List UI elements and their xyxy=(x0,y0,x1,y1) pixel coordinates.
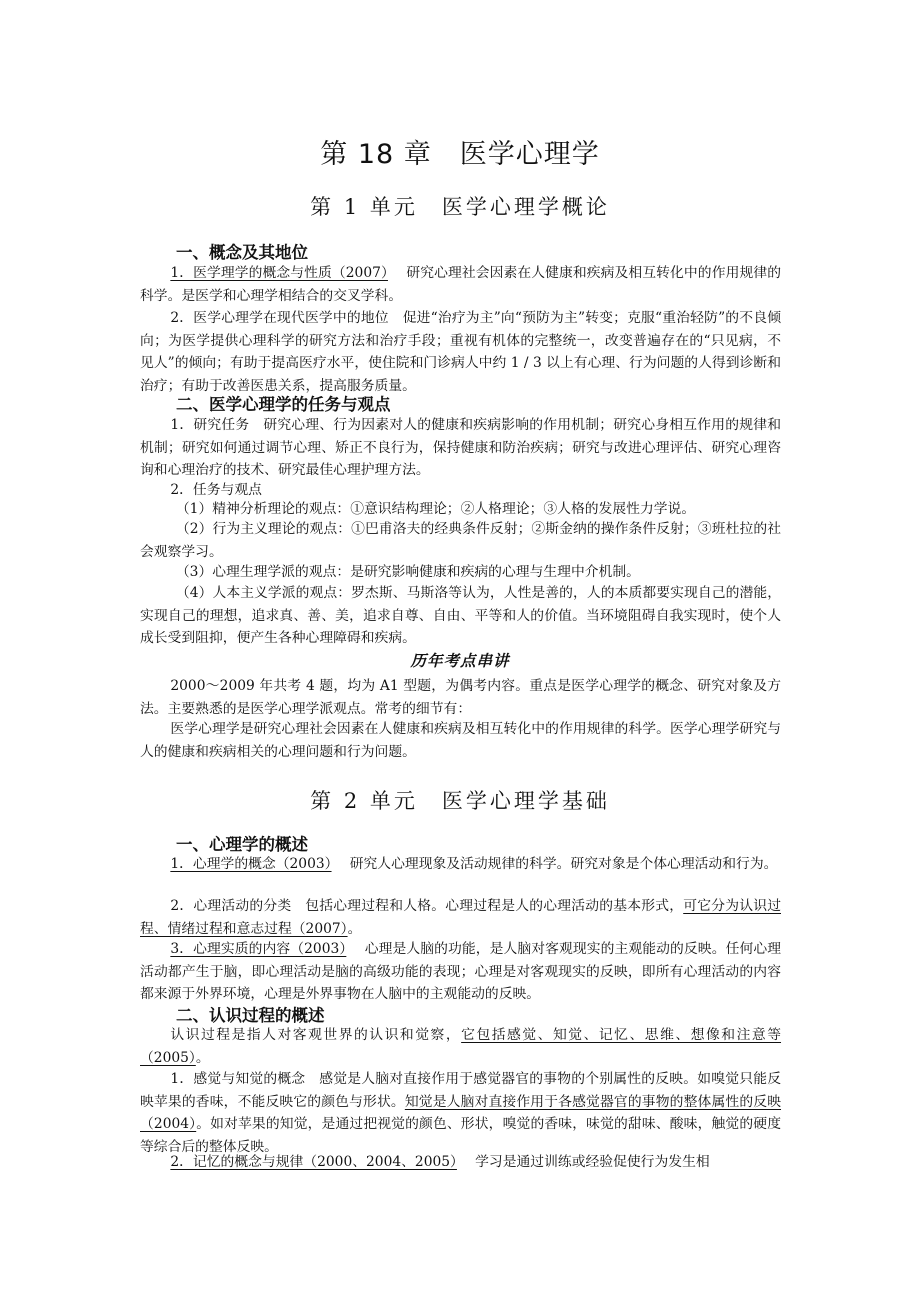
paragraph-text: 1．感觉与知觉的概念 感觉是人脑对直接作用于感觉器官的事物的个别属性的反映。如嗅觉只能反映苹果的香味，不能反映它的颜色与形状。 xyxy=(140,1071,781,1110)
exam-point-mark: 可它分为认识过程、情绪过程和意志过程（2007） xyxy=(140,898,781,937)
exam-point-mark: 2．记忆的概念与规律（2000、2004、2005） xyxy=(170,1154,457,1170)
exam-point-mark: 它包括感觉、知觉、记忆、思维、想像和注意等（2005） xyxy=(140,1027,782,1066)
paragraph-cognition xyxy=(140,1024,781,1069)
paragraph-text: 学习是通过训练或经验促使行为发生相 xyxy=(475,1154,710,1170)
unit-2-section-2-heading: 二、认识过程的概述 xyxy=(176,1006,325,1025)
paragraph-review-detail: 医学心理学是研究心理社会因素在人健康和疾病及相互转化中的作用规律的科学。医学心理学研究与人的健康和疾病相关的心理问题和行为问题。 xyxy=(140,721,781,760)
paragraph-memory xyxy=(140,1151,781,1174)
paragraph-end: 。 xyxy=(195,1049,210,1066)
unit-1-section-2-heading: 二、医学心理学的任务与观点 xyxy=(176,395,391,414)
unit-1-title: 第 1 单元 医学心理学概论 xyxy=(310,195,610,219)
paragraph-psychology-concept xyxy=(140,853,781,876)
paragraph-status: 2．医学心理学在现代医学中的地位 促进“治疗为主”向“预防为主”转变；克服“重治轻防”的不良倾向；为医学提供心理科学的研究方法和治疗手段；重视有机体的完整统一，改变普遍存在的“只见病，不见人”的倾向；有助于提高医疗水平，使住院和门诊病人中约 1 / 3 以上有心理、行为问题的人得到诊断和治疗；有助于改善医患关系，提高服务质量。 xyxy=(140,310,781,394)
unit-2-section-1-heading: 一、心理学的概述 xyxy=(176,835,308,854)
paragraph-view-3: （3）心理生理学派的观点：是研究影响健康和疾病的心理与生理中介机制。 xyxy=(175,564,640,580)
paragraph-view-1: （1）精神分析理论的观点：①意识结构理论；②人格理论；③人格的发展性力学说。 xyxy=(175,501,696,517)
paragraph-psychology-essence xyxy=(140,938,781,1006)
unit-1-section-1-heading: 一、概念及其地位 xyxy=(176,243,308,262)
paragraph-end: 。 xyxy=(347,920,362,937)
paragraph-activity-classes xyxy=(140,895,781,940)
paragraph-text: 研究心理社会因素在人健康和疾病及相互转化中的作用规律的科学。是医学和心理学相结合的交叉学科。 xyxy=(140,265,782,304)
exam-point-mark: 1．心理学的概念（2003） xyxy=(170,856,332,872)
paragraph-text: 心理是人脑的功能，是人脑对客观现实的主观能动的反映。任何心理活动都产生于脑，即心理活动是脑的高级功能的表现；心理是对客观现实的反映，即所有心理活动的内容都来源于外界环境，心理是外界事物在人脑中的主观能动的反映。 xyxy=(140,941,782,1002)
review-heading: 历年考点串讲 xyxy=(410,652,510,670)
paragraph-text: 认识过程是指人对客观世界的认识和觉察， xyxy=(170,1027,462,1043)
paragraph-research-tasks: 1．研究任务 研究心理、行为因素对人的健康和疾病影响的作用机制；研究心身相互作用的规律和机制；研究如何通过调节心理、矫正不良行为，保持健康和防治疾病；研究与改进心理评估、研究心理咨询和心理治疗的技术、研究最佳心理护理方法。 xyxy=(140,417,781,478)
paragraph-concept xyxy=(140,262,781,307)
paragraph-text: 研究人心理现象及活动规律的科学。研究对象是个体心理活动和行为。 xyxy=(349,856,778,872)
paragraph-text: 。如对苹果的知觉，是通过把视觉的颜色、形状，嗅觉的香味，味觉的甜味、酸味，触觉的硬度等综合后的整体反映。 xyxy=(140,1116,781,1155)
unit-2-title: 第 2 单元 医学心理学基础 xyxy=(310,789,610,813)
paragraph-view-4: （4）人本主义学派的观点：罗杰斯、马斯洛等认为，人性是善的，人的本质都要实现自己的潜能，实现自己的理想，追求真、善、美，追求自尊、自由、平等和人的价值。当环境阻碍自我实现时，使个人成长受到阻抑，便产生各种心理障碍和疾病。 xyxy=(140,585,781,646)
paragraph-sensation-perception xyxy=(140,1068,781,1158)
exam-point-mark: 3．心理实质的内容（2003） xyxy=(170,941,347,957)
exam-point-mark: 知觉是人脑对直接作用于各感觉器官的事物的整体属性的反映（2004） xyxy=(140,1093,782,1132)
paragraph-text: 2．心理活动的分类 包括心理过程和人格。心理过程是人的心理活动的基本形式， xyxy=(170,898,684,914)
chapter-title: 第 18 章 医学心理学 xyxy=(320,139,600,170)
paragraph-review-summary: 2000～2009 年共考 4 题，均为 A1 型题，为偶考内容。重点是医学心理学的概念、研究对象及方法。主要熟悉的是医学心理学派观点。常考的细节有： xyxy=(140,678,781,717)
paragraph-tasks-views: 2．任务与观点 xyxy=(170,482,262,498)
paragraph-view-2: （2）行为主义理论的观点：①巴甫洛夫的经典条件反射；②斯金纳的操作条件反射；③班杜拉的社会观察学习。 xyxy=(140,521,781,560)
exam-point-mark: 1．医学理学的概念与性质（2007） xyxy=(170,265,388,281)
